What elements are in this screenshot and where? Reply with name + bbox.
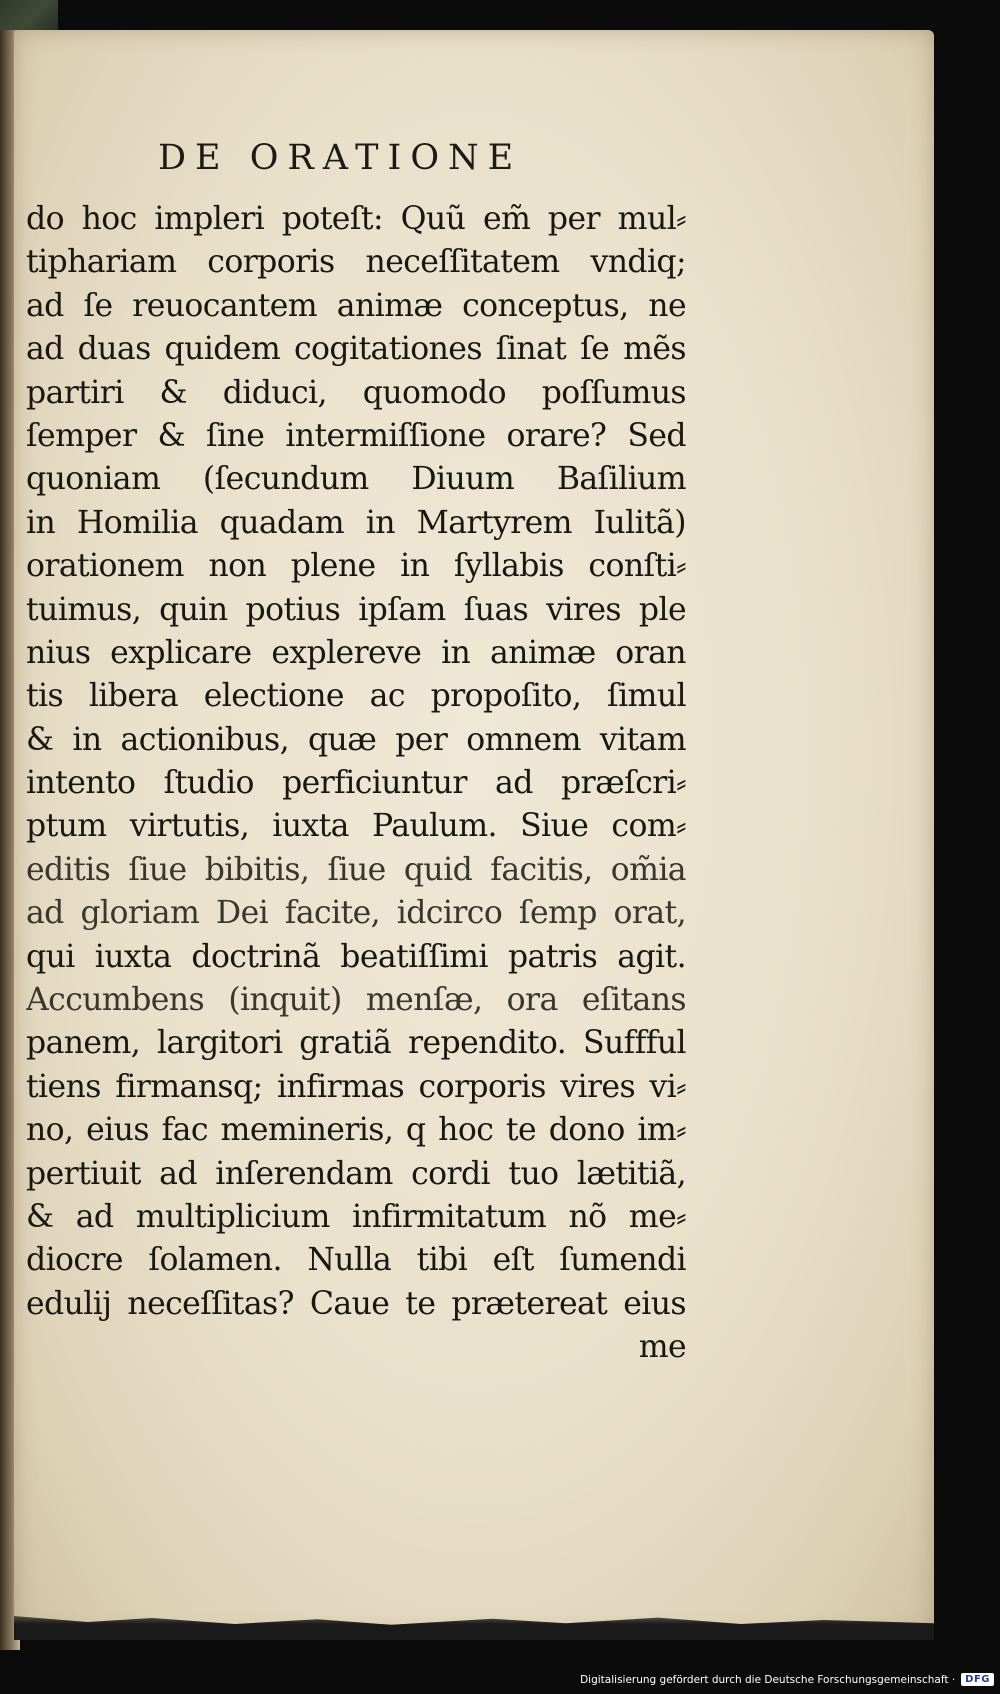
text-line: & ad multiplicium infirmitatum nõ me⸗ <box>26 1198 686 1235</box>
text-line: partiri & diduci, quomodo poſſumus <box>26 374 686 411</box>
text-line: tuimus, quin potius ipſam ſuas vires ple <box>26 591 686 628</box>
text-line: & in actionibus, quæ per omnem vitam <box>26 721 686 758</box>
text-line: do hoc impleri poteſt: Quũ em̃ per mul⸗ <box>26 201 686 237</box>
text-line: ad gloriam Dei facite, idcirco ſemp orat, <box>26 895 686 932</box>
text-line: tiens firmansq; infirmas corporis vires vi⸗ <box>26 1068 686 1105</box>
text-line: panem, largitori gratiã rependito. Suffful <box>26 1025 686 1062</box>
text-line: ad duas quidem cogitationes ſinat ſe mẽs <box>26 331 686 368</box>
text-line: no, eius fac memineris, q hoc te dono im⸗ <box>26 1112 686 1149</box>
text-line: intento ſtudio perficiuntur ad præſcri⸗ <box>26 765 686 802</box>
text-line: ad ſe reuocantem animæ conceptus, ne <box>26 287 686 324</box>
dfg-logo-icon: DFG <box>961 1673 994 1686</box>
body-text <box>26 198 686 1370</box>
text-line: tis libera electione ac propoſito, ſimul <box>26 678 686 715</box>
text-line: edulij neceſſitas? Caue te prætereat eius <box>26 1285 686 1322</box>
text-line: Accumbens (inquit) menſæ, ora eſitans <box>26 982 686 1019</box>
text-line: pertiuit ad inſerendam cordi tuo lætitiã, <box>26 1155 686 1192</box>
running-head: DE ORATIONE <box>158 138 523 178</box>
digitization-credit <box>580 1673 994 1686</box>
text-line: quoniam (ſecundum Diuum Baſilium <box>26 461 686 498</box>
text-line: ptum virtutis, iuxta Paulum. Siue com⸗ <box>26 808 686 845</box>
text-line: ſemper & ſine intermiſſione orare? Sed <box>26 417 686 454</box>
catchword: me <box>638 1329 686 1366</box>
text-line: in Homilia quadam in Martyrem Iulitã) <box>26 504 686 541</box>
text-line: tiphariam corporis neceſſitatem vndiq; <box>26 244 686 281</box>
text-line: nius explicare explereve in animæ oran <box>26 634 686 671</box>
text-line: orationem non plene in ſyllabis conſti⸗ <box>26 548 686 585</box>
credit-text: Digitalisierung gefördert durch die Deutsche Forschungsgemeinschaft · <box>580 1673 956 1686</box>
text-line: editis ſiue bibitis, ſiue quid facitis, om̃ia <box>26 851 686 888</box>
text-line: qui iuxta doctrinã beatiſſimi patris agit. <box>26 938 686 975</box>
text-line: diocre ſolamen. Nulla tibi eſt ſumendi <box>26 1242 686 1279</box>
